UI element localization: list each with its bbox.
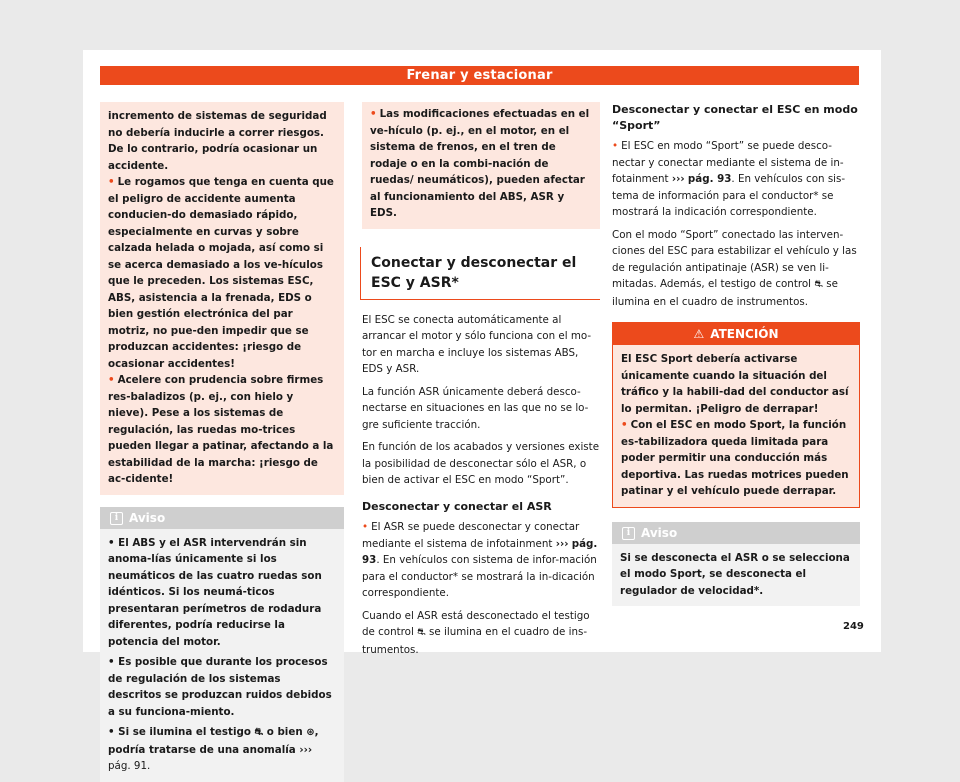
bullet-paragraph: • El ESC en modo “Sport” se puede desco-nectar y conectar mediante el sistema de in-fotainment ››› pág. 93. En vehículos con sis-tema de información para el conductor* se mostrará la indicación correspondiente. (612, 140, 846, 218)
esc-lamp-icon: ⛐ (814, 279, 823, 290)
reference-arrow-icon: ››› (299, 743, 313, 756)
warning-box-end (362, 102, 600, 229)
column-middle (362, 102, 600, 664)
warning-bullet: • Con el ESC en modo Sport, la función es-tabilizadora queda limitada para poder permitir una conducción más deportiva. Las ruedas motrices pueden patinar y el vehículo puede derrapar. (621, 419, 849, 497)
bullet-icon: • (370, 108, 377, 120)
warning-body (613, 345, 859, 507)
bullet-icon: • (108, 176, 115, 188)
paragraph: La función ASR únicamente deberá desco-nectarse en situaciones en las que no se lo-gre suficiente tracción. (362, 385, 589, 431)
note-header: i Aviso (612, 522, 860, 544)
asr-off-lamp-icon: ⛐ (417, 627, 426, 638)
warning-header: ⚠ ATENCIÓN (613, 323, 859, 345)
warning-bullet: • Acelere con prudencia sobre firmes res-baladizos (p. ej., con hielo y nieve). Pese a los sistemas de regulación, las ruedas mo-trices pueden llegar a patinar, afectando a la estabilidad de la marcha: ¡riesgo de ac-cidente! (108, 374, 334, 485)
paragraph: Con el modo “Sport” conectado las interven-ciones del ESC para estabilizar el vehículo y las de regulación antipatinaje (ASR) se ven li-mitadas. Además, el testigo de control ⛐ se ilumina en el cuadro de instrumentos. (612, 228, 857, 308)
note-body (612, 544, 860, 607)
note-box (612, 522, 860, 607)
bullet-icon: • (108, 656, 119, 668)
note-box (100, 507, 344, 782)
bullet-paragraph: • El ASR se puede desconectar y conectar mediante el sistema de infotainment ››› pág. 93. En vehículos con sistema de infor-mación para el conductor* se mostrará la in-dicación correspondiente. (362, 521, 598, 599)
subsection-title: Desconectar y conectar el ESC en modo “Sport” (612, 103, 858, 132)
bullet-icon: • (108, 536, 119, 549)
note-header: i Aviso (100, 507, 344, 529)
chapter-header: Frenar y estacionar (100, 66, 859, 85)
page-reference[interactable]: pág. 93 (687, 173, 732, 185)
column-right (612, 102, 860, 606)
info-icon: i (622, 527, 635, 540)
page-number: 249 (843, 621, 864, 632)
warning-continuation-text: incremento de sistemas de seguridad no debería inducirle a correr riesgos. De lo contrario, podría ocasionar un accidente. (108, 110, 327, 172)
page-reference[interactable]: pág. 93 (362, 537, 598, 566)
note-text: Si se desconecta el ASR o se selecciona el modo Sport, se desconecta el regulador de velocidad*. (620, 551, 850, 597)
warning-triangle-icon: ⚠ (693, 327, 705, 341)
bullet-icon: • (108, 374, 115, 386)
bullet-icon: • (612, 140, 619, 152)
bullet-icon: • (108, 726, 119, 738)
info-icon: i (110, 512, 123, 525)
reference-arrow-icon: ››› (555, 537, 569, 550)
bullet-icon: • (362, 521, 369, 533)
column-left (100, 102, 344, 782)
warning-text: El ESC Sport debería activarse únicamente cuando la situación del tráfico y la habili-dad del conductor así lo permitan. ¡Peligro de derrapar! (621, 353, 849, 415)
reference-arrow-icon: ››› (671, 173, 685, 185)
abs-warning-lamp-icon: ⊛ (306, 727, 315, 738)
warning-box-continuation (100, 102, 344, 495)
page-reference[interactable]: pág. 91. (108, 760, 151, 772)
asr-warning-lamp-icon: ⛐ (254, 727, 264, 738)
paragraph: El ESC se conecta automáticamente al arrancar el motor y sólo funciona con el mo-tor en marcha e incluye los sistemas ABS, EDS y ASR. (362, 313, 592, 375)
section-title: Conectar y desconectar el ESC y ASR* (360, 247, 600, 300)
note-bullet: • Si se ilumina el testigo ⛐ o bien ⊛, podría tratarse de una anomalía ››› pág. 91. (108, 726, 319, 772)
warning-bullet: • Las modificaciones efectuadas en el ve-hículo (p. ej., en el motor, en el sistema de frenos, en el tren de rodaje o en la combi-nación de ruedas/ neumáticos), pueden afectar al funcionamiento del ABS, ASR y EDS. (370, 108, 590, 219)
note-body (100, 529, 344, 782)
note-bullet: • El ABS y el ASR intervendrán sin anoma-lías únicamente si los neumáticos de las cuatro ruedas son idénticos. Si los neumá-ticos presentaran perímetros de rodadura diferentes, podría reducirse la potencia del motor. (108, 536, 322, 648)
paragraph: Cuando el ASR está desconectado el testigo de control ⛐ se ilumina en el cuadro de ins-trumentos. (362, 609, 590, 656)
warning-box (612, 322, 860, 508)
paragraph: En función de los acabados y versiones existe la posibilidad de desconectar sólo el ASR, o bien de activar el ESC en modo “Sport”. (362, 441, 600, 486)
subsection-title: Desconectar y conectar el ASR (362, 499, 552, 513)
warning-bullet: • Le rogamos que tenga en cuenta que el peligro de accidente aumenta conducien-do demasiado rápido, especialmente en curvas y sobre calzada helada o mojada, así como si se acerca demasiado a los ve-hículos que le preceden. Los sistemas ESC, ABS, asistencia a la frenada, EDS o bien gestión electrónica del par motriz, no pue-den impedir que se produzcan accidentes: ¡riesgo de ocasionar accidentes! (108, 176, 334, 370)
bullet-icon: • (621, 419, 628, 431)
note-bullet: • Es posible que durante los procesos de regulación de los sistemas descritos se produzcan ruidos debidos a su funciona-miento. (108, 656, 332, 718)
